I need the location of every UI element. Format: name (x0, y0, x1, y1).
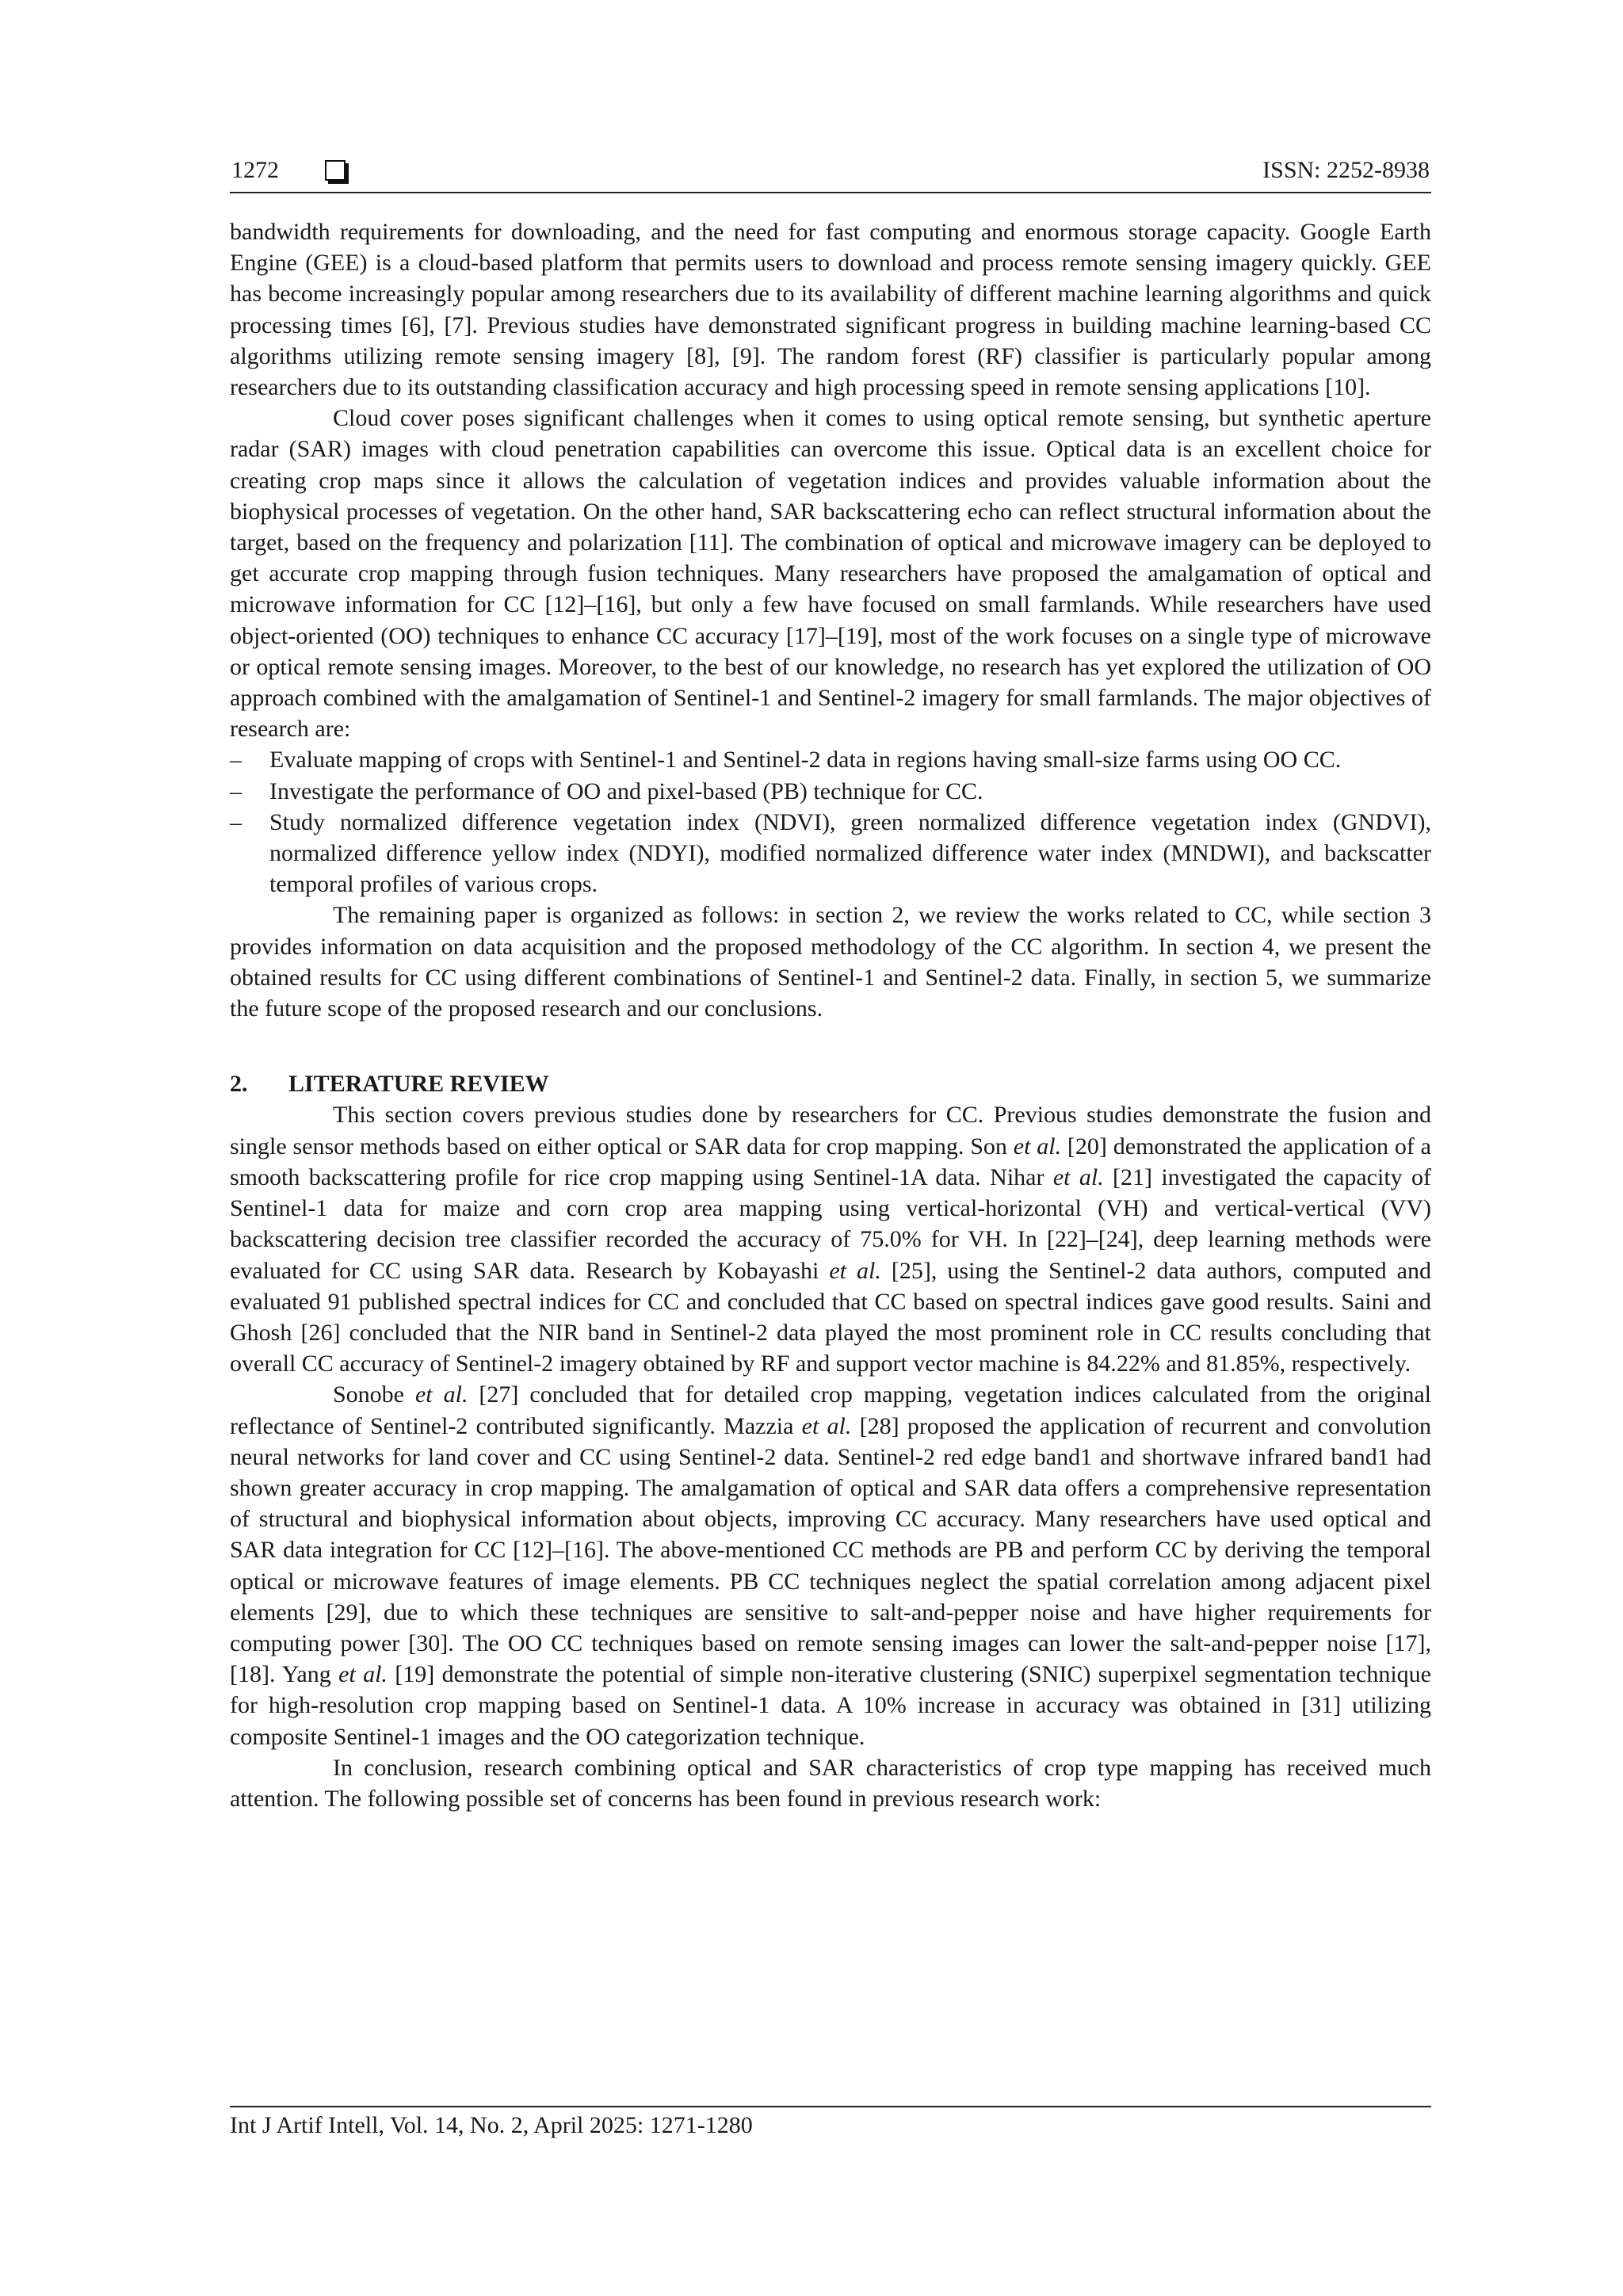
list-item: – Study normalized difference vegetation index (NDVI), green normalized difference vegetation index (GNDVI), normalized difference yellow index (NDYI), modified normalized difference water index (MNDWI), and backscatter temporal profiles of various crops. (230, 807, 1431, 900)
text-run: [20] demonstrated the application of a smooth backscattering profile for rice crop mapping using Sentinel-1A data. Nihar (230, 1133, 1431, 1190)
article-body (230, 216, 1431, 1814)
page-header (230, 155, 1431, 193)
page-footer (230, 2106, 1431, 2139)
text-run: [19] demonstrate the potential of simple non-iterative clustering (SNIC) superpixel segmentation technique for high-resolution crop mapping based on Sentinel-1 data. A 10% increase in accuracy was obtained in [31] utilizing composite Sentinel-1 images and the OO categorization technique. (230, 1661, 1431, 1750)
paragraph: bandwidth requirements for downloading, and the need for fast computing and enormous storage capacity. Google Earth Engine (GEE) is a cloud-based platform that permits users to download and process remote sensing imagery quickly. GEE has become increasingly popular among researchers due to its availability of different machine learning algorithms and quick processing times [6], [7]. Previous studies have demonstrated significant progress in building machine learning-based CC algorithms utilizing remote sensing imagery [8], [9]. The random forest (RF) classifier is particularly popular among researchers due to its outstanding classification accuracy and high processing speed in remote sensing applications [10]. (230, 219, 1431, 401)
text-run: [25], using the Sentinel-2 data authors, computed and evaluated 91 published spectral indices for CC and concluded that CC based on spectral indices gave good results. Saini and Ghosh [26] concluded that the NIR band in Sentinel-2 data played the most prominent role in CC results concluding that overall CC accuracy of Sentinel-2 imagery obtained by RF and support vector machine is 84.22% and 81.85%, respectively. (230, 1257, 1431, 1377)
text-run: [27] concluded that for detailed crop mapping, vegetation indices calculated from the original reflectance of Sentinel-2 contributed significantly. Mazzia (230, 1381, 1431, 1439)
paragraph (230, 1379, 1431, 1752)
issn: ISSN: 2252-8938 (1262, 157, 1430, 183)
text-run: [28] proposed the application of recurrent and convolution neural networks for land cover and CC using Sentinel-2 data. Sentinel-2 red edge band1 and shortwave infrared band1 had shown greater accuracy in crop mapping. The amalgamation of optical and SAR data offers a comprehensive representation of structural and biophysical information about objects, improving CC accuracy. Many researchers have used optical and SAR data integration for CC [12]–[16]. The above-mentioned CC methods are PB and perform CC by deriving the temporal optical or microwave features of image elements. PB CC techniques neglect the spatial correlation among adjacent pixel elements [29], due to which these techniques are sensitive to salt-and-pepper noise and have higher requirements for computing power [30]. The OO CC techniques based on remote sensing images can lower the salt-and-pepper noise [17], [18]. Yang (230, 1412, 1431, 1688)
et-al: et al. (1052, 1163, 1104, 1190)
list-item: – Evaluate mapping of crops with Sentinel-1 and Sentinel-2 data in regions having small-size farms using OO CC. (230, 744, 1431, 775)
objectives-list (230, 744, 1431, 900)
square-box-icon (325, 160, 346, 181)
et-al: et al. (414, 1381, 468, 1408)
journal-citation: Int J Artif Intell, Vol. 14, No. 2, April 2025: 1271-1280 (230, 2112, 753, 2138)
et-al: et al. (801, 1412, 852, 1439)
section-number: 2. (230, 1071, 248, 1098)
text-run: This section covers previous studies done by researchers for CC. Previous studies demonstrate the fusion and single sensor methods based on either optical or SAR data for crop mapping. Son (230, 1102, 1431, 1159)
paragraph: In conclusion, research combining optical and SAR characteristics of crop type mapping has received much attention. The following possible set of concerns has been found in previous research work: (230, 1754, 1431, 1812)
et-al: et al. (1013, 1133, 1062, 1159)
page-number: 1272 (231, 157, 279, 183)
text-run: [21] investigated the capacity of Sentinel-1 data for maize and corn crop area mapping using vertical-horizontal (VH) and vertical-vertical (VV) backscattering decision tree classifier recorded the accuracy of 75.0% for VH. In [22]–[24], deep learning methods were evaluated for CC using SAR data. Research by Kobayashi (230, 1163, 1432, 1284)
et-al: et al. (829, 1257, 881, 1284)
section-heading (230, 1068, 1431, 1099)
paragraph: Cloud cover poses significant challenges when it comes to using optical remote sensing, but synthetic aperture radar (SAR) images with cloud penetration capabilities can overcome this issue. Optical data is an excellent choice for creating crop maps since it allows the calculation of vegetation indices and provides valuable information about the biophysical processes of vegetation. On the other hand, SAR backscattering echo can reflect structural information about the target, based on the frequency and polarization [11]. The combination of optical and microwave imagery can be deployed to get accurate crop mapping through fusion techniques. Many researchers have proposed the amalgamation of optical and microwave information for CC [12]–[16], but only a few have focused on small farmlands. While researchers have used object-oriented (OO) techniques to enhance CC accuracy [17]–[19], most of the work focuses on a single type of microwave or optical remote sensing images. Moreover, to the best of our knowledge, no research has yet explored the utilization of OO approach combined with the amalgamation of Sentinel-1 and Sentinel-2 imagery for small farmlands. The major objectives of research are: (230, 405, 1431, 743)
section-title: LITERATURE REVIEW (288, 1071, 549, 1098)
paragraph: The remaining paper is organized as follows: in section 2, we review the works related to CC, while section 3 provides information on data acquisition and the proposed methodology of the CC algorithm. In section 4, we present the obtained results for CC using different combinations of Sentinel-1 and Sentinel-2 data. Finally, in section 5, we summarize the future scope of the proposed research and our conclusions. (230, 902, 1431, 1022)
et-al: et al. (338, 1661, 388, 1688)
paragraph (230, 1099, 1431, 1379)
text-run: Sonobe (333, 1381, 415, 1408)
list-item: – Investigate the performance of OO and pixel-based (PB) technique for CC. (230, 776, 1431, 807)
